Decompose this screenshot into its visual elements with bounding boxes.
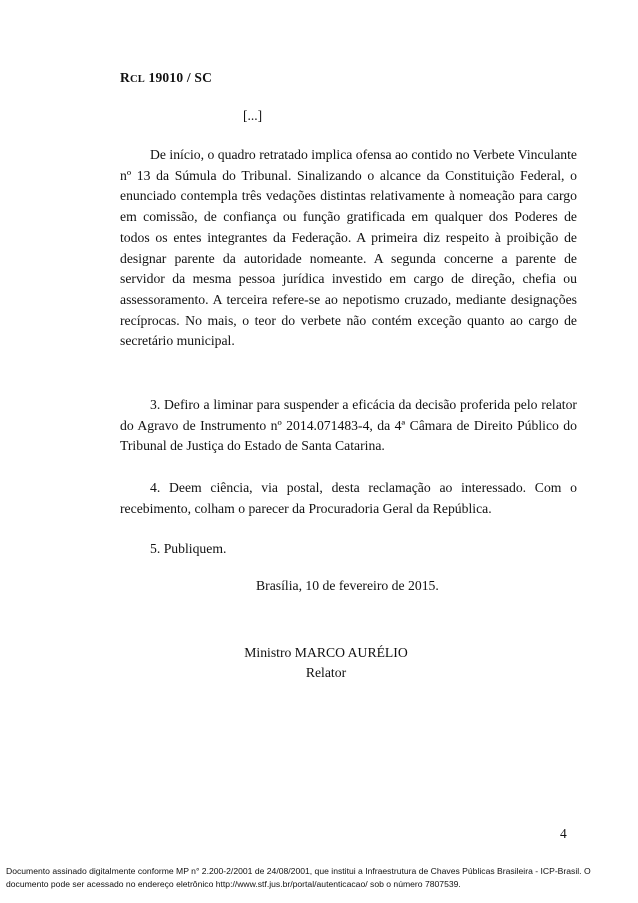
case-ref-prefix-initial: R	[120, 70, 130, 85]
digital-signature-footer	[6, 865, 636, 891]
page-number: 4	[560, 826, 567, 841]
case-ref-number: 19010 / SC	[148, 70, 213, 85]
omission-marker: [...]	[243, 108, 263, 123]
signature-name: Ministro MARCO AURÉLIO	[244, 645, 408, 660]
footer-line-1: Documento assinado digitalmente conforme MP n° 2.200-2/2001 de 24/08/2001, que institui a Infraestrutura de Chaves Públicas Brasileira - ICP-Brasil. O	[6, 866, 591, 876]
paragraph-ciencia: 4. Deem ciência, via postal, desta reclamação ao interessado. Com o recebimento, colham o parecer da Procuradoria Geral da República.	[120, 480, 577, 516]
case-ref-prefix-rest: CL	[129, 74, 145, 85]
case-reference	[120, 70, 212, 86]
footer-line-2: documento pode ser acessado no endereço eletrônico http://www.stf.jus.br/portal/autenticacao/ sob o número 7807539.	[6, 879, 461, 889]
paragraph-verbete: De início, o quadro retratado implica ofensa ao contido no Verbete Vinculante nº 13 da Súmula do Tribunal. Sinalizando o alcance da Constituição Federal, o enunciado contempla três vedações distintas relativamente à nomeação para cargo em comissão, de confiança ou função gratificada em qualquer dos Poderes de todos os entes integrantes da Federação. A primeira diz respeito à proibição de designar parente da autoridade nomeante. A segunda concerne a parente de servidor da mesma pessoa jurídica investido em cargo de direção, chefia ou assessoramento. A terceira refere-se ao nepotismo cruzado, mediante designações recíprocas. No mais, o teor do verbete não contém exceção quanto ao cargo de secretário municipal.	[120, 147, 577, 349]
signature-role: Relator	[305, 665, 347, 680]
paragraph-liminar: 3. Defiro a liminar para suspender a eficácia da decisão proferida pelo relator do Agravo de Instrumento nº 2014.071483-4, da 4ª Câmara de Direito Público do Tribunal de Justiça do Estado de Santa Catarina.	[120, 397, 577, 454]
date-line: Brasília, 10 de fevereiro de 2015.	[256, 578, 439, 593]
paragraph-publiquem: 5. Publiquem.	[150, 541, 227, 556]
